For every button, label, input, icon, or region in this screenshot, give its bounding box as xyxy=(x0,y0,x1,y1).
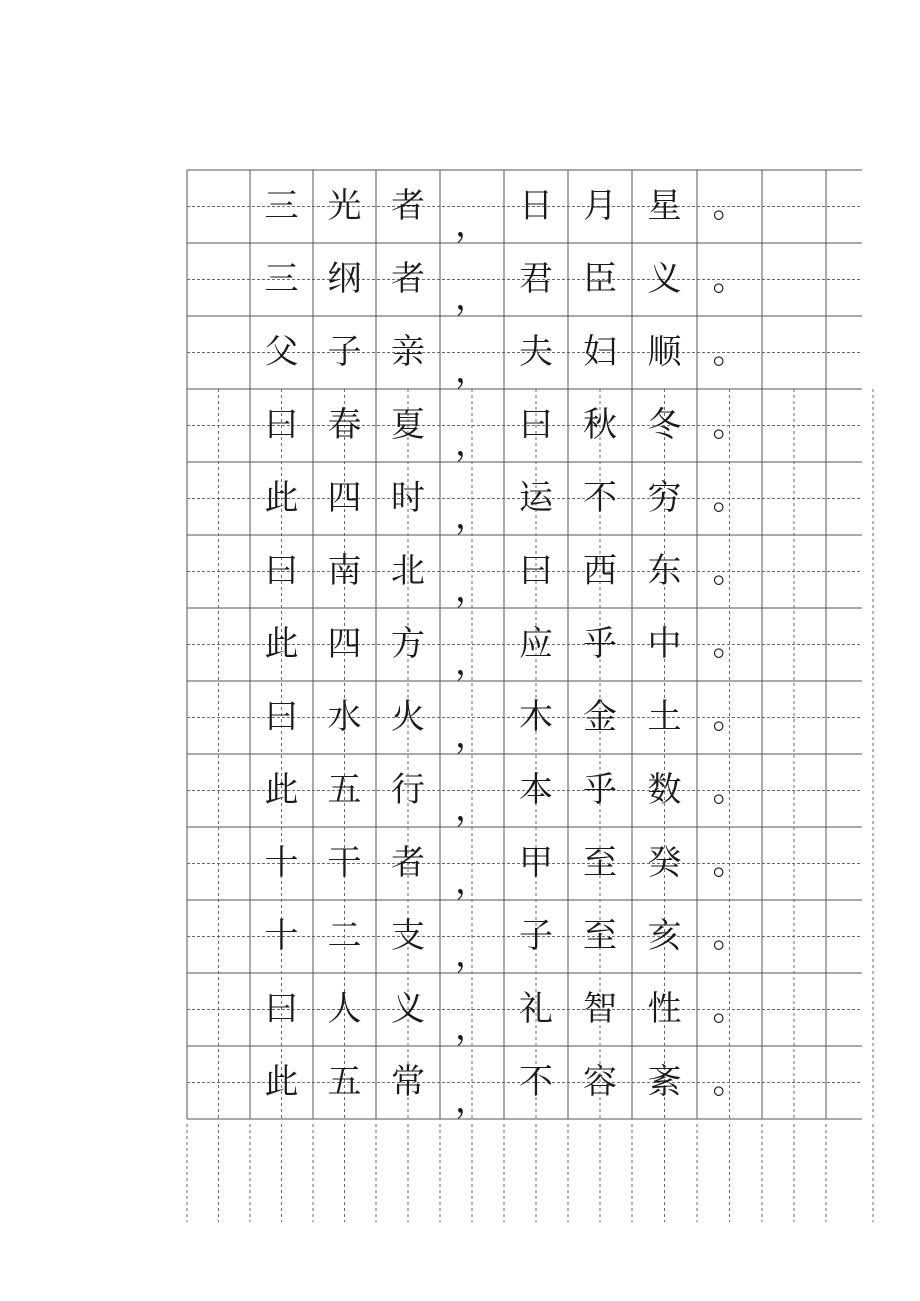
character-cell: 十 xyxy=(264,916,299,956)
character-cell: 日 xyxy=(519,186,553,226)
character-cell: 性 xyxy=(647,989,682,1029)
punctuation-cell: 。 xyxy=(712,697,747,737)
character-cell: 二 xyxy=(327,916,362,956)
character-cell: 星 xyxy=(647,186,682,226)
character-cell: 应 xyxy=(519,624,553,664)
character-cell: 不 xyxy=(583,478,617,518)
punctuation-cell: ， xyxy=(455,1081,489,1121)
character-cell: 中 xyxy=(647,624,682,664)
character-cell: 西 xyxy=(583,551,617,591)
character-cell: 秋 xyxy=(583,405,617,445)
character-cell: 干 xyxy=(327,843,362,883)
character-cell: 四 xyxy=(327,624,362,664)
character-cell: 东 xyxy=(647,551,682,591)
punctuation-cell: 。 xyxy=(712,332,747,372)
character-cell: 本 xyxy=(519,770,553,810)
punctuation-cell: 。 xyxy=(712,989,747,1029)
character-cell: 南 xyxy=(327,551,362,591)
character-cell: 紊 xyxy=(647,1062,682,1102)
character-cell: 者 xyxy=(391,186,425,226)
character-cell: 此 xyxy=(264,1062,299,1102)
character-cell: 夫 xyxy=(519,332,553,372)
character-cell: 时 xyxy=(391,478,425,518)
character-cell: 至 xyxy=(583,916,617,956)
character-cell: 曰 xyxy=(264,989,299,1029)
character-cell: 纲 xyxy=(327,259,362,299)
character-cell: 冬 xyxy=(647,405,682,445)
character-cell: 顺 xyxy=(647,332,682,372)
character-cell: 曰 xyxy=(519,405,553,445)
character-cell: 臣 xyxy=(583,259,617,299)
character-cell: 智 xyxy=(583,989,617,1029)
character-cell: 癸 xyxy=(647,843,682,883)
punctuation-cell: 。 xyxy=(712,259,747,299)
character-cell: 父 xyxy=(264,332,299,372)
character-cell: 至 xyxy=(583,843,617,883)
punctuation-cell: ， xyxy=(455,935,489,975)
character-cell: 水 xyxy=(327,697,362,737)
character-cell: 五 xyxy=(327,770,362,810)
character-cell: 木 xyxy=(519,697,553,737)
punctuation-cell: ， xyxy=(455,205,489,245)
character-cell: 君 xyxy=(519,259,553,299)
character-cell: 四 xyxy=(327,478,362,518)
punctuation-cell: 。 xyxy=(712,770,747,810)
punctuation-cell: 。 xyxy=(712,405,747,445)
character-cell: 曰 xyxy=(519,551,553,591)
character-cell: 此 xyxy=(264,770,299,810)
character-cell: 义 xyxy=(391,989,425,1029)
character-cell: 妇 xyxy=(583,332,617,372)
character-cell: 十 xyxy=(264,843,299,883)
punctuation-cell: ， xyxy=(455,862,489,902)
character-cell: 子 xyxy=(327,332,362,372)
character-cell: 者 xyxy=(391,843,425,883)
character-cell: 者 xyxy=(391,259,425,299)
punctuation-cell: ， xyxy=(455,789,489,829)
character-cell: 方 xyxy=(391,624,425,664)
character-cell: 火 xyxy=(391,697,425,737)
character-cell: 光 xyxy=(327,186,362,226)
character-cell: 夏 xyxy=(391,405,425,445)
punctuation-cell: ， xyxy=(455,643,489,683)
character-cell: 亥 xyxy=(647,916,682,956)
punctuation-cell: ， xyxy=(455,424,489,464)
character-cell: 乎 xyxy=(583,770,617,810)
punctuation-cell: 。 xyxy=(712,186,747,226)
character-cell: 金 xyxy=(583,697,617,737)
character-cell: 甲 xyxy=(519,843,553,883)
character-cell: 曰 xyxy=(264,697,299,737)
punctuation-cell: ， xyxy=(455,570,489,610)
character-cell: 礼 xyxy=(519,989,553,1029)
punctuation-cell: 。 xyxy=(712,551,747,591)
character-cell: 三 xyxy=(264,186,299,226)
character-cell: 亲 xyxy=(391,332,425,372)
character-cell: 穷 xyxy=(647,478,682,518)
punctuation-cell: 。 xyxy=(712,478,747,518)
character-cell: 乎 xyxy=(583,624,617,664)
punctuation-cell: ， xyxy=(455,351,489,391)
punctuation-cell: 。 xyxy=(712,624,747,664)
character-cell: 人 xyxy=(327,989,362,1029)
character-cell: 支 xyxy=(391,916,425,956)
punctuation-cell: 。 xyxy=(712,916,747,956)
character-cell: 运 xyxy=(519,478,553,518)
character-cell: 数 xyxy=(647,770,682,810)
character-cell: 三 xyxy=(264,259,299,299)
character-cell: 义 xyxy=(647,259,682,299)
character-cell: 曰 xyxy=(264,551,299,591)
character-cell: 曰 xyxy=(264,405,299,445)
character-cell: 不 xyxy=(519,1062,553,1102)
punctuation-cell: ， xyxy=(455,716,489,756)
character-cell: 月 xyxy=(583,186,617,226)
character-cell: 此 xyxy=(264,478,299,518)
punctuation-cell: ， xyxy=(455,278,489,318)
character-cell: 土 xyxy=(647,697,682,737)
character-cell: 子 xyxy=(519,916,553,956)
character-cell: 常 xyxy=(391,1062,425,1102)
character-cell: 五 xyxy=(327,1062,362,1102)
character-cell: 此 xyxy=(264,624,299,664)
punctuation-cell: 。 xyxy=(712,1062,747,1102)
punctuation-cell: ， xyxy=(455,497,489,537)
character-cell: 行 xyxy=(391,770,425,810)
character-cell: 容 xyxy=(583,1062,617,1102)
character-cell: 春 xyxy=(327,405,362,445)
punctuation-cell: ， xyxy=(455,1008,489,1048)
character-cell: 北 xyxy=(391,551,425,591)
punctuation-cell: 。 xyxy=(712,843,747,883)
